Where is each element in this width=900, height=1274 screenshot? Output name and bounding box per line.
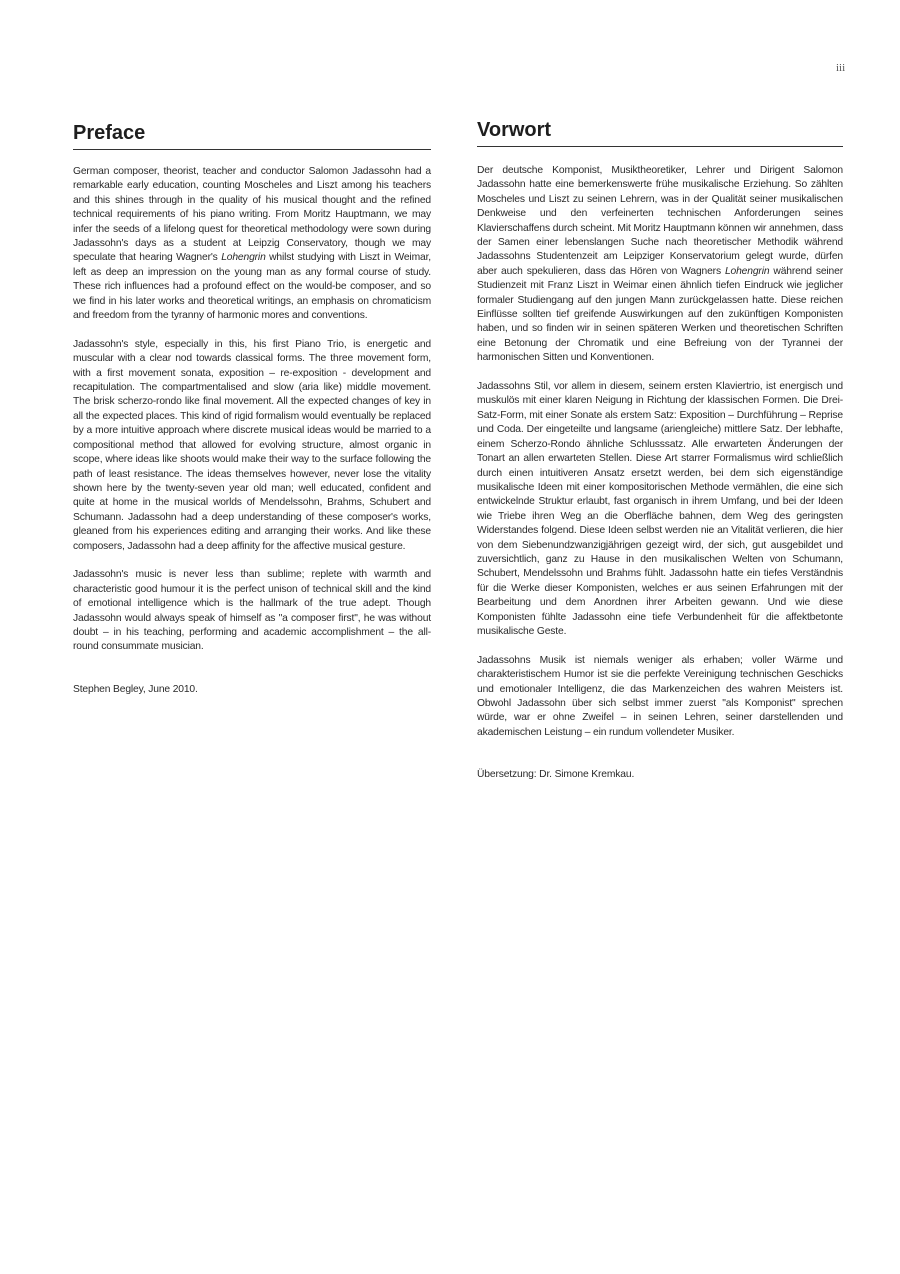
page-number: iii xyxy=(836,62,846,74)
preface-body xyxy=(73,165,431,712)
preface-paragraph: Jadassohn's music is never less than sublime; replete with warmth and characteristic good humour it is the perfect unison of technical skill and the kind of emotional intelligence which is the hallmark of the true adept. Though Jadassohn would always speak of himself as "a composer first", he was without doubt – in his teaching, performing and academic accomplishment – the all-round consummate musician. xyxy=(73,569,431,653)
vorwort-body xyxy=(477,164,843,797)
preface-signature: Stephen Begley, June 2010. xyxy=(73,683,198,695)
vorwort-paragraph: Jadassohns Stil, vor allem in diesem, seinem ersten Klaviertrio, ist energisch und muskulös mit einer klaren Neigung in Richtung der klassischen Formen. Die Drei-Satz-Form, mit einer Sonate als erstem Satz: Exposition – Durchführung – Reprise und Coda. Der eingeteilte und langsame (ariengleiche) mittlere Satz. Der lebhafte, einem Scherzo-Rondo ähnliche Schlusssatz. Alle erwarteten Änderungen der Tonart an allen erwarteten Stellen. Diese Art starrer Formalismus wird schließlich durch einen intuitiveren Ansatz ersetzt werden, bei dem sich eigenständige musikalische Ideen mit einer kompositorischen Methode vermählen, die eine sich entwickelnde Struktur erlaubt, fast organisch in ihrem Umfang, und bei der Ideen wie Triebe ihren Weg an die Oberfläche bahnen, dem Weg des geringsten Widerstandes folgend. Diese Ideen selbst werden nie an Vitalität verlieren, die hier von dem Siebenundzwanzigjährigen gezeigt wird, der sich, gut ausgebildet und zuversichtlich, ganz zu Hause in den musikalischen Welten von Schumann, Schubert, Mendelssohn und Brahms fühlt. Jadassohn hatte ein tiefes Verständnis für die Werke dieser Komponisten, welches er aus seinen Erfahrungen mit der Bearbeitung und dem Anordnen ihrer Arbeiten gewann. Und wie diese Komponisten fühlte Jadassohn eine tiefe Verbundenheit für die affektbetonte musikalische Geste. xyxy=(477,381,843,637)
preface-heading: Preface xyxy=(73,122,431,150)
vorwort-paragraph: Der deutsche Komponist, Musiktheoretiker, Lehrer und Dirigent Salomon Jadassohn hatte eine bemerkenswerte frühe musikalische Erziehung. So zählten Moscheles und Liszt zu seinen Lehrern, was in der Qualität seiner musikalischen Denkweise und den verfeinerten technischen Anforderungen seines Klavierschaffens durch scheint. Mit Moritz Hauptmann können wir annehmen, dass der Samen einer lebenslangen Suche nach theoretischer Methodik während Jadassohns Studentenzeit am Leipziger Konservatorium gelegt wurde, dürfen aber auch spekulieren, dass das Hören von Wagners Lohengrin während seiner Studienzeit mit Franz Liszt in Weimar einen ähnlich tiefen Eindruck wie jeglicher formaler Studiengang auf den jungen Mann zurückgelassen hatte. Diese reichen Einflüsse sollten tief greifende Auswirkungen auf den zukünftigen Komponisten haben, und so finden wir in seinen späteren Werken und theoretischen Schriften eine Betonung der Chromatik und eine Befreiung von der Tyrannei der harmonischen Sitten und Konventionen. xyxy=(477,165,843,364)
preface-paragraph: Jadassohn's style, especially in this, his first Piano Trio, is energetic and muscular with a clear nod towards classical forms. The three movement form, with a first movement sonata, exposition – re-exposition - development and recapitulation. The compartmentalised and slow (aria like) middle movement. The brisk scherzo-rondo like final movement. All the expected changes of key in all the expected places. This kind of rigid formalism would eventually be replaced by a more intuitive approach where discrete musical ideas would be married to a compositional method that allowed for evolving structure, almost organic in scope, where ideas like shoots would make their way to the surface following the path of least resistance. The ideas themselves however, never lose the vitality shown here by the twenty-seven year old man; well educated, confident and quite at home in the musical worlds of Mendelssohn, Brahms, Schubert and Schumann. Jadassohn had a deep understanding of these composer's works, gleaned from his experiences editing and arranging their works. And like these composers, Jadassohn had a deep affinity for the affective musical gesture. xyxy=(73,338,431,552)
vorwort-signature: Übersetzung: Dr. Simone Kremkau. xyxy=(477,769,635,781)
vorwort-heading: Vorwort xyxy=(477,119,843,147)
vorwort-paragraph: Jadassohns Musik ist niemals weniger als erhaben; voller Wärme und charakteristischem Humor ist sie die perfekte Vereinigung technischen Geschicks und emotionaler Intelligenz, die das Markenzeichen des wahren Meisters ist. Obwohl Jadassohn über sich selbst immer zuerst "als Komponist" sprechen würde, war er ohne Zweifel – in seinen Lehren, seiner darstellenden und akademischen Leistung – ein rundum vollendeter Musiker. xyxy=(477,654,843,738)
preface-paragraph: German composer, theorist, teacher and conductor Salomon Jadassohn had a remarkable early education, counting Moscheles and Liszt among his teachers and this shines through in the quality of his musical thought and the refined technical requirements of his piano writing. From Moritz Hauptmann, we may infer the seeds of a lifelong quest for theoretical methodology were sown during Jadassohn's days as a student at Leipzig Conservatory, though we may speculate that hearing Wagner's Lohengrin whilst studying with Liszt in Weimar, left as deep an impression on the young man as any formal course of study. These rich influences had a profound effect on the would-be composer, and so we find in his later works and theoretical writings, an emphasis on chromaticism and freedom from the tyranny of harmonic mores and conventions. xyxy=(73,166,431,322)
